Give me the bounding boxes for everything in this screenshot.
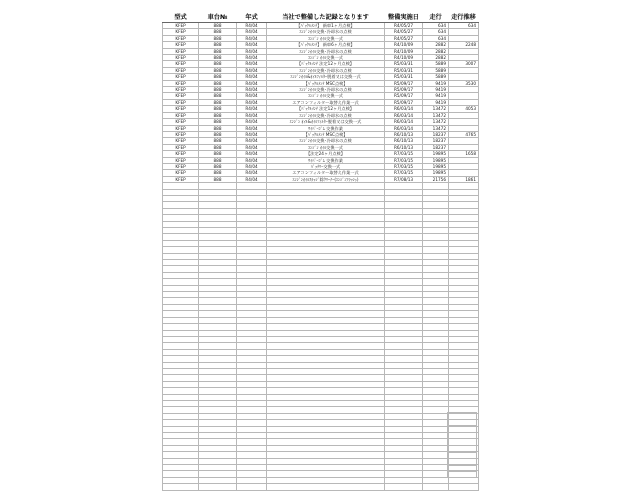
cell-mileage: 19895: [423, 170, 449, 176]
cell-chassis-number: 888: [199, 170, 237, 176]
blank-cell: [385, 484, 423, 490]
cell-record-description: ｴﾝｼﾞﾝｵｲﾙ交換･冷却水の点検: [267, 112, 385, 118]
cell-chassis-number: 888: [199, 87, 237, 93]
cell-mileage-trend: 1861: [449, 176, 479, 182]
blank-cell: [163, 484, 199, 490]
header-record-description: 当社で整備した記録となります: [267, 10, 385, 23]
record-sheet: [162, 10, 478, 470]
cell-model-year: R4/04: [237, 151, 267, 157]
side-blank-cell: [447, 471, 477, 478]
cell-mileage: 2882: [423, 55, 449, 61]
cell-mileage-trend: 1658: [449, 151, 479, 157]
cell-model-year: R4/04: [237, 42, 267, 48]
header-mileage-trend: 走行推移: [449, 10, 479, 23]
cell-model-year: R4/04: [237, 170, 267, 176]
cell-mileage: 21756: [423, 176, 449, 182]
cell-record-description: ｴﾝｼﾞﾝｵｲﾙ交換･冷却水の点検: [267, 48, 385, 54]
cell-record-description: 【ﾊﾞｯｸﾙﾒﾝﾃ 法定12ヶ月点検】: [267, 106, 385, 112]
cell-model: KFEP: [163, 112, 199, 118]
cell-service-date: R6/10/13: [385, 144, 423, 150]
cell-chassis-number: 888: [199, 61, 237, 67]
cell-model-year: R4/04: [237, 23, 267, 29]
cell-model-year: R4/04: [237, 112, 267, 118]
blank-cell: [237, 484, 267, 490]
cell-record-description: 【ﾊﾞｯｸﾙﾒﾝﾃ】 新車1ヶ月点検】: [267, 23, 385, 29]
cell-chassis-number: 888: [199, 138, 237, 144]
cell-mileage: 634: [423, 23, 449, 29]
cell-model: KFEP: [163, 87, 199, 93]
cell-model: KFEP: [163, 29, 199, 35]
cell-model-year: R4/04: [237, 80, 267, 86]
cell-record-description: エアコンフィルター取替え作業一式: [267, 170, 385, 176]
cell-mileage-trend: 634: [449, 23, 479, 29]
cell-model-year: R4/04: [237, 61, 267, 67]
cell-chassis-number: 888: [199, 157, 237, 163]
cell-record-description: ｴﾝｼﾞﾝｵｲﾙ交換･冷却水の点検: [267, 138, 385, 144]
cell-mileage: 2882: [423, 48, 449, 54]
cell-mileage-trend: 2248: [449, 42, 479, 48]
side-blank-cell: [447, 445, 477, 452]
cell-chassis-number: 888: [199, 131, 237, 137]
cell-service-date: R6/03/14: [385, 125, 423, 131]
cell-chassis-number: 888: [199, 144, 237, 150]
blank-cell: [267, 484, 385, 490]
cell-model: KFEP: [163, 23, 199, 29]
cell-chassis-number: 888: [199, 48, 237, 54]
cell-service-date: R5/09/17: [385, 99, 423, 105]
side-blank-cell: [447, 432, 477, 439]
cell-mileage: 634: [423, 29, 449, 35]
cell-model: KFEP: [163, 99, 199, 105]
cell-model-year: R4/04: [237, 67, 267, 73]
cell-chassis-number: 888: [199, 29, 237, 35]
cell-model: KFEP: [163, 74, 199, 80]
cell-model: KFEP: [163, 170, 199, 176]
cell-model-year: R4/04: [237, 99, 267, 105]
cell-service-date: R4/05/27: [385, 29, 423, 35]
cell-chassis-number: 888: [199, 163, 237, 169]
cell-service-date: R7/08/13: [385, 176, 423, 182]
cell-model-year: R4/04: [237, 48, 267, 54]
cell-service-date: R4/05/27: [385, 35, 423, 41]
header-mileage: 走行: [423, 10, 449, 23]
cell-model-year: R4/04: [237, 125, 267, 131]
cell-model: KFEP: [163, 80, 199, 86]
cell-record-description: ｴﾝｼﾞﾝ ｵｲﾙ交換一式: [267, 35, 385, 41]
side-blank-cell: [447, 465, 477, 472]
cell-model: KFEP: [163, 93, 199, 99]
cell-mileage: 2882: [423, 42, 449, 48]
cell-mileage-trend: 4765: [449, 131, 479, 137]
cell-mileage: 13472: [423, 106, 449, 112]
cell-chassis-number: 888: [199, 23, 237, 29]
cell-chassis-number: 888: [199, 119, 237, 125]
cell-chassis-number: 888: [199, 67, 237, 73]
cell-model: KFEP: [163, 67, 199, 73]
cell-record-description: ｴﾝｼﾞﾝｵｲﾙｽﾗｯｼﾞ除ｸﾘｰﾅｰ(ｴﾝｼﾞﾝﾌﾗｯｼｭ): [267, 176, 385, 182]
cell-model: KFEP: [163, 61, 199, 67]
cell-mileage: 19895: [423, 151, 449, 157]
header-service-date: 整備実施日: [385, 10, 423, 23]
cell-mileage-trend: 4053: [449, 106, 479, 112]
cell-model-year: R4/04: [237, 29, 267, 35]
cell-model-year: R4/04: [237, 144, 267, 150]
cell-chassis-number: 888: [199, 112, 237, 118]
cell-mileage-trend: 3530: [449, 80, 479, 86]
cell-mileage: 5889: [423, 67, 449, 73]
cell-service-date: R6/10/13: [385, 131, 423, 137]
cell-model: KFEP: [163, 144, 199, 150]
blank-row: [163, 484, 479, 490]
cell-service-date: R4/05/27: [385, 23, 423, 29]
cell-mileage: 9419: [423, 93, 449, 99]
cell-model-year: R4/04: [237, 87, 267, 93]
cell-record-description: ｴﾝｼﾞﾝ ｵｲﾙ&ｵｲﾙﾌｨﾙﾀｰ脱着又は交換一式: [267, 119, 385, 125]
cell-mileage-trend: 3007: [449, 61, 479, 67]
cell-model-year: R4/04: [237, 74, 267, 80]
blank-cell: [423, 484, 449, 490]
cell-model-year: R4/04: [237, 157, 267, 163]
cell-model: KFEP: [163, 176, 199, 182]
side-blank-cell: [447, 452, 477, 459]
blank-cell: [449, 484, 479, 490]
cell-service-date: R4/10/09: [385, 55, 423, 61]
cell-service-date: R5/03/31: [385, 74, 423, 80]
cell-model-year: R4/04: [237, 176, 267, 182]
cell-record-description: ｴﾝｼﾞﾝｵｲﾙ&ｵｲﾙﾌｨﾙﾀｰ脱着又は交換一式: [267, 74, 385, 80]
cell-mileage: 9419: [423, 99, 449, 105]
cell-record-description: ｴﾝｼﾞﾝ ｵｲﾙ交換一式: [267, 93, 385, 99]
cell-service-date: R4/10/09: [385, 48, 423, 54]
cell-chassis-number: 888: [199, 74, 237, 80]
blank-cell: [199, 484, 237, 490]
cell-record-description: ｴﾝｼﾞﾝ ｵｲﾙ交換一式: [267, 144, 385, 150]
side-blank-cell: [447, 412, 477, 419]
cell-service-date: R7/03/15: [385, 163, 423, 169]
cell-model: KFEP: [163, 35, 199, 41]
cell-record-description: エアコンフィルター取替え作業一式: [267, 99, 385, 105]
cell-chassis-number: 888: [199, 99, 237, 105]
cell-record-description: 【法定24ヶ月点検】: [267, 151, 385, 157]
cell-service-date: R6/03/14: [385, 119, 423, 125]
cell-model: KFEP: [163, 48, 199, 54]
cell-service-date: R5/03/31: [385, 67, 423, 73]
cell-service-date: R5/09/17: [385, 87, 423, 93]
cell-record-description: ｴﾝｼﾞﾝ ｵｲﾙ交換一式: [267, 55, 385, 61]
cell-service-date: R7/03/15: [385, 151, 423, 157]
cell-model: KFEP: [163, 106, 199, 112]
cell-record-description: ｴﾝｼﾞﾝｵｲﾙ交換･冷却水の点検: [267, 87, 385, 93]
cell-model: KFEP: [163, 157, 199, 163]
cell-model: KFEP: [163, 151, 199, 157]
cell-model-year: R4/04: [237, 119, 267, 125]
cell-service-date: R6/10/13: [385, 138, 423, 144]
cell-model-year: R4/04: [237, 35, 267, 41]
cell-record-description: 【ﾊﾞｯｸﾙﾒﾝﾃ】 新車6ヶ月点検】: [267, 42, 385, 48]
record-rows: [163, 23, 479, 491]
cell-mileage: 9419: [423, 87, 449, 93]
header-row: [163, 10, 479, 23]
cell-model-year: R4/04: [237, 93, 267, 99]
cell-record-description: ｴﾝｼﾞﾝｵｲﾙ交換･冷却水の点検: [267, 67, 385, 73]
cell-model: KFEP: [163, 125, 199, 131]
cell-record-description: ﾜｲﾊﾟｰｺﾞﾑ 交換作業: [267, 125, 385, 131]
cell-model-year: R4/04: [237, 163, 267, 169]
cell-model: KFEP: [163, 163, 199, 169]
header-model: 型式: [163, 10, 199, 23]
cell-mileage: 5889: [423, 61, 449, 67]
cell-mileage: 13472: [423, 112, 449, 118]
header-chassis-number: 車台№: [199, 10, 237, 23]
cell-service-date: R6/03/14: [385, 106, 423, 112]
side-blank-cell: [447, 425, 477, 432]
cell-chassis-number: 888: [199, 93, 237, 99]
cell-record-description: ﾜｲﾊﾟｰｺﾞﾑ 交換作業: [267, 157, 385, 163]
side-blank-column: [447, 412, 477, 470]
cell-model-year: R4/04: [237, 106, 267, 112]
cell-chassis-number: 888: [199, 151, 237, 157]
cell-service-date: R5/09/17: [385, 80, 423, 86]
cell-chassis-number: 888: [199, 176, 237, 182]
cell-record-description: ｴﾝｼﾞﾝｵｲﾙ交換･冷却水の点検: [267, 29, 385, 35]
cell-record-description: 【ﾊﾞｯｸﾙﾒﾝﾃ 法定12ヶ月点検】: [267, 61, 385, 67]
cell-mileage: 634: [423, 35, 449, 41]
cell-mileage: 5889: [423, 74, 449, 80]
cell-mileage: 9419: [423, 80, 449, 86]
cell-mileage: 13472: [423, 125, 449, 131]
cell-chassis-number: 888: [199, 80, 237, 86]
cell-chassis-number: 888: [199, 125, 237, 131]
cell-mileage: 18237: [423, 144, 449, 150]
maintenance-record-table: [162, 10, 479, 491]
cell-model: KFEP: [163, 138, 199, 144]
cell-model-year: R4/04: [237, 131, 267, 137]
side-blank-cell: [447, 438, 477, 445]
side-blank-cell: [447, 419, 477, 426]
cell-record-description: ﾊﾞｯﾃﾘｰ交換一式: [267, 163, 385, 169]
cell-chassis-number: 888: [199, 106, 237, 112]
cell-model: KFEP: [163, 119, 199, 125]
cell-service-date: R4/10/09: [385, 42, 423, 48]
cell-mileage: 19895: [423, 163, 449, 169]
cell-model: KFEP: [163, 55, 199, 61]
cell-model-year: R4/04: [237, 55, 267, 61]
cell-service-date: R6/03/14: [385, 112, 423, 118]
cell-service-date: R5/03/31: [385, 61, 423, 67]
cell-mileage: 13472: [423, 119, 449, 125]
cell-record-description: 【ﾊﾞｯｸﾙﾒﾝﾃ MSC点検】: [267, 131, 385, 137]
cell-chassis-number: 888: [199, 35, 237, 41]
cell-mileage: 19895: [423, 157, 449, 163]
cell-mileage: 18237: [423, 131, 449, 137]
cell-chassis-number: 888: [199, 42, 237, 48]
cell-model: KFEP: [163, 42, 199, 48]
cell-record-description: 【ﾊﾞｯｸﾙﾒﾝﾃ MSC点検】: [267, 80, 385, 86]
cell-model-year: R4/04: [237, 138, 267, 144]
cell-service-date: R7/03/15: [385, 170, 423, 176]
cell-mileage: 18237: [423, 138, 449, 144]
side-blank-cell: [447, 458, 477, 465]
cell-model: KFEP: [163, 131, 199, 137]
cell-service-date: R7/03/15: [385, 157, 423, 163]
header-model-year: 年式: [237, 10, 267, 23]
cell-service-date: R5/09/17: [385, 93, 423, 99]
cell-chassis-number: 888: [199, 55, 237, 61]
